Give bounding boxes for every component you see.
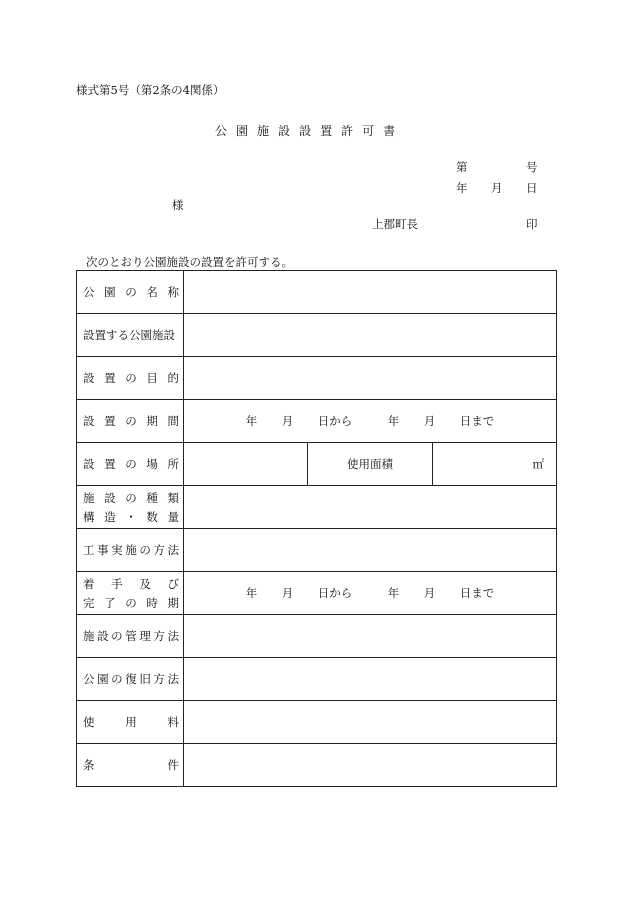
date-day: 日 xyxy=(526,181,538,195)
form-number: 様式第5号（第2条の4関係） xyxy=(76,83,225,97)
label-park-name: 公 園 の 名 称 xyxy=(77,271,184,314)
row-conditions xyxy=(77,744,557,787)
start-end-value[interactable]: 年 月 日から 年 月 日まで xyxy=(184,572,557,615)
number-suffix: 号 xyxy=(526,160,538,174)
date-year: 年 xyxy=(456,181,468,195)
label-purpose: 設 置 の 目 的 xyxy=(77,357,184,400)
purpose-value[interactable] xyxy=(184,357,557,400)
permit-table xyxy=(76,270,557,787)
row-method xyxy=(77,529,557,572)
label-place: 設 置 の 場 所 xyxy=(77,443,184,486)
addressee-suffix: 様 xyxy=(172,198,184,212)
label-kind: 施 設 の 種 類 構 造 ・ 数 量 xyxy=(77,486,184,529)
row-park-name xyxy=(77,271,557,314)
restore-value[interactable] xyxy=(184,658,557,701)
fee-value[interactable] xyxy=(184,701,557,744)
area-unit: ㎡ xyxy=(532,457,544,471)
label-start-end: 着 手 及 び 完 了 の 時 期 xyxy=(77,572,184,615)
facility-value[interactable] xyxy=(184,314,557,357)
conditions-value[interactable] xyxy=(184,744,557,787)
label-method: 工 事 実 施 の 方 法 xyxy=(77,529,184,572)
management-value[interactable] xyxy=(184,615,557,658)
method-value[interactable] xyxy=(184,529,557,572)
issuer-name: 上郡町長 xyxy=(372,217,418,231)
row-purpose xyxy=(77,357,557,400)
kind-value[interactable] xyxy=(184,486,557,529)
label-facility: 設置する公園施設 xyxy=(77,314,184,357)
label-management: 施 設 の 管 理 方 法 xyxy=(77,615,184,658)
date-month: 月 xyxy=(491,181,503,195)
row-management xyxy=(77,615,557,658)
label-conditions: 条 件 xyxy=(77,744,184,787)
row-period xyxy=(77,400,557,443)
park-name-value[interactable] xyxy=(184,271,557,314)
label-period: 設 置 の 期 間 xyxy=(77,400,184,443)
label-restore: 公 園 の 復 旧 方 法 xyxy=(77,658,184,701)
row-place xyxy=(77,443,557,486)
label-area: 使用面積 xyxy=(308,443,432,486)
row-start-end xyxy=(77,572,557,615)
row-restore xyxy=(77,658,557,701)
number-prefix: 第 xyxy=(456,160,468,174)
period-value[interactable]: 年 月 日から 年 月 日まで xyxy=(184,400,557,443)
document-title: 公園施設設置許可書 xyxy=(215,124,405,138)
row-facility xyxy=(77,314,557,357)
intro-text: 次のとおり公園施設の設置を許可する。 xyxy=(86,255,293,269)
label-fee: 使 用 料 xyxy=(77,701,184,744)
seal-mark: 印 xyxy=(526,217,538,231)
place-value[interactable] xyxy=(184,443,308,486)
area-value[interactable] xyxy=(432,443,556,486)
row-fee xyxy=(77,701,557,744)
row-kind xyxy=(77,486,557,529)
